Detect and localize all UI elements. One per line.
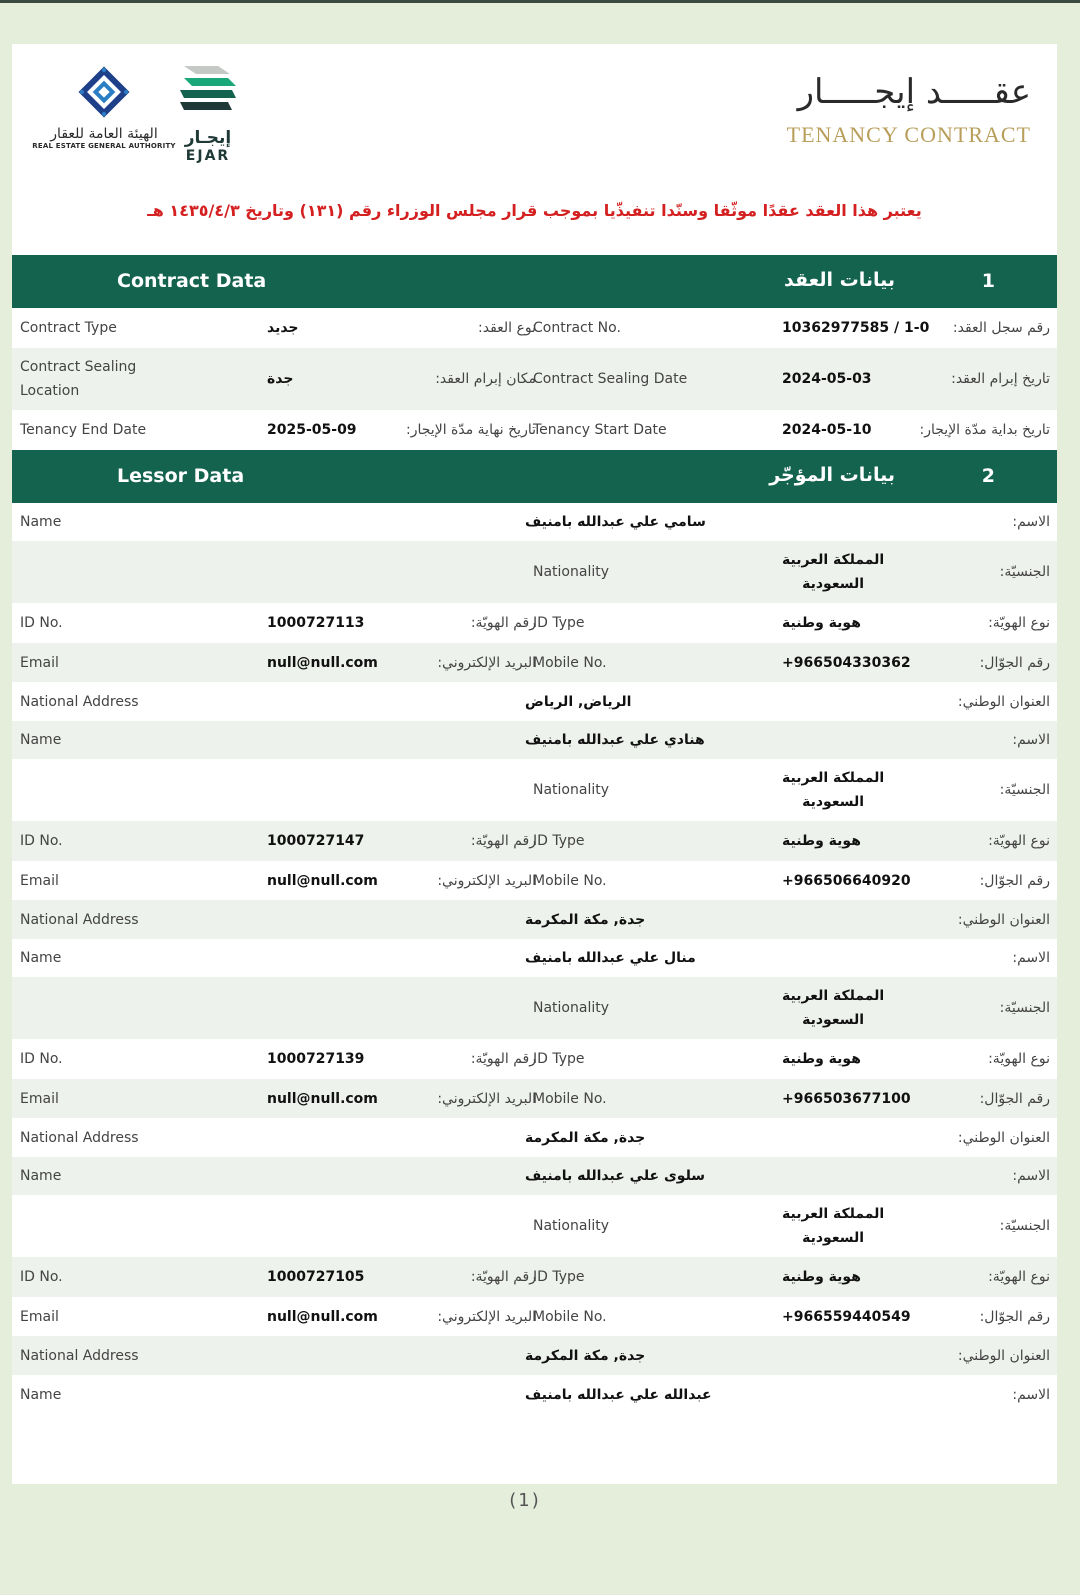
id-no-label: ID No. bbox=[20, 1269, 63, 1285]
nationality-line-2: السعودية bbox=[802, 794, 865, 810]
mobile-label-ar: رقم الجوّال: bbox=[979, 872, 1050, 889]
lessor-list bbox=[12, 503, 1057, 1415]
id-type-label: ID Type bbox=[533, 1051, 585, 1067]
address-label-ar: العنوان الوطني: bbox=[957, 693, 1050, 710]
lessor-name-value: سامي علي عبدالله بامنيف bbox=[525, 514, 706, 530]
nationality-label-ar: الجنسيّة: bbox=[999, 1000, 1050, 1016]
contract-type-label: Contract Type bbox=[20, 320, 117, 336]
nationality-line-1: المملكة العربية bbox=[782, 770, 885, 786]
nationality-line-1: المملكة العربية bbox=[782, 1206, 885, 1222]
email-label-ar: البريد الإلكتروني: bbox=[437, 654, 536, 671]
lessor-contact-row bbox=[12, 1079, 1057, 1118]
mobile-value: +966503677100 bbox=[782, 1090, 911, 1107]
ejar-logo-arabic: إيجـار bbox=[184, 128, 232, 148]
lessor-address-row bbox=[12, 900, 1057, 939]
address-value: جدة, مكة المكرمة bbox=[525, 911, 646, 928]
lessor-nationality-row bbox=[12, 977, 1057, 1039]
lessor-id-row bbox=[12, 1039, 1057, 1079]
email-label: Email bbox=[20, 654, 59, 671]
lessor-id-row bbox=[12, 603, 1057, 643]
mobile-label: Mobile No. bbox=[533, 654, 607, 671]
header bbox=[12, 44, 1057, 255]
lessor-address-row bbox=[12, 1118, 1057, 1157]
lessor-name-value: عبدالله علي عبدالله بامنيف bbox=[525, 1387, 712, 1403]
section-title-en: Contract Data bbox=[117, 270, 267, 292]
section-title-ar: بيانات المؤجّر bbox=[769, 464, 895, 486]
nationality-line-1: المملكة العربية bbox=[782, 552, 885, 568]
nationality-value bbox=[782, 984, 884, 1032]
name-label: Name bbox=[20, 950, 62, 966]
mobile-label: Mobile No. bbox=[533, 1308, 607, 1325]
ejar-logo-icon bbox=[178, 64, 238, 122]
ejar-logo-english: EJAR bbox=[185, 148, 231, 164]
id-no-label-ar: رقم الهويّة: bbox=[470, 615, 536, 631]
email-label-ar: البريد الإلكتروني: bbox=[437, 1090, 536, 1107]
id-type-label: ID Type bbox=[533, 615, 585, 631]
top-border bbox=[0, 0, 1080, 3]
address-value: جدة, مكة المكرمة bbox=[525, 1347, 646, 1364]
name-label: Name bbox=[20, 514, 62, 530]
contract-row-2 bbox=[12, 348, 1057, 410]
sealing-date-label: Contract Sealing Date bbox=[533, 371, 688, 387]
mobile-value: +966559440549 bbox=[782, 1308, 911, 1325]
nationality-label: Nationality bbox=[533, 564, 610, 580]
lessor-name-row bbox=[12, 503, 1057, 541]
rega-diamond-icon bbox=[76, 64, 132, 120]
id-no-value: 1000727105 bbox=[267, 1269, 365, 1285]
contract-page bbox=[12, 44, 1057, 1484]
mobile-label-ar: رقم الجوّال: bbox=[979, 1090, 1050, 1107]
lessor-id-row bbox=[12, 1257, 1057, 1297]
contract-type-label-ar: نوع العقد: bbox=[478, 320, 536, 336]
start-date-value: 2024-05-10 bbox=[782, 422, 872, 438]
contract-type-value: جديد bbox=[267, 320, 299, 336]
mobile-value: +966506640920 bbox=[782, 872, 911, 889]
name-label-ar: الاسم: bbox=[1012, 514, 1050, 530]
address-value: جدة, مكة المكرمة bbox=[525, 1129, 646, 1146]
nationality-label: Nationality bbox=[533, 1218, 610, 1234]
sealing-location-value: جدة bbox=[267, 371, 294, 387]
lessor-address-row bbox=[12, 682, 1057, 721]
lessor-data-header bbox=[12, 450, 1057, 503]
lessor-nationality-row bbox=[12, 759, 1057, 821]
end-date-label: Tenancy End Date bbox=[20, 422, 147, 438]
address-label-ar: العنوان الوطني: bbox=[957, 1129, 1050, 1146]
nationality-label: Nationality bbox=[533, 1000, 610, 1016]
id-no-label: ID No. bbox=[20, 615, 63, 631]
name-label-ar: الاسم: bbox=[1012, 1387, 1050, 1403]
nationality-line-1: المملكة العربية bbox=[782, 988, 885, 1004]
address-label: National Address bbox=[20, 1129, 139, 1146]
sealing-location-label: Contract Sealing Location bbox=[20, 359, 137, 399]
id-type-value: هوية وطنية bbox=[782, 615, 861, 631]
id-type-label-ar: نوع الهويّة: bbox=[988, 1269, 1050, 1285]
email-label: Email bbox=[20, 872, 59, 889]
id-no-value: 1000727113 bbox=[267, 615, 365, 631]
address-label-ar: العنوان الوطني: bbox=[957, 911, 1050, 928]
contract-no-value: 10362977585 / 1-0 bbox=[782, 320, 930, 336]
mobile-label: Mobile No. bbox=[533, 872, 607, 889]
mobile-value: +966504330362 bbox=[782, 654, 911, 671]
name-label: Name bbox=[20, 1168, 62, 1184]
id-type-label-ar: نوع الهويّة: bbox=[988, 615, 1050, 631]
email-value: null@null.com bbox=[267, 872, 378, 889]
nationality-label-ar: الجنسيّة: bbox=[999, 1218, 1050, 1234]
sealing-location-label-ar: مكان إبرام العقد: bbox=[435, 371, 536, 387]
end-date-value: 2025-05-09 bbox=[267, 422, 357, 438]
id-type-value: هوية وطنية bbox=[782, 1269, 861, 1285]
rega-logo bbox=[30, 64, 178, 150]
address-label: National Address bbox=[20, 1347, 139, 1364]
lessor-name-value: هنادي علي عبدالله بامنيف bbox=[525, 732, 705, 748]
email-label: Email bbox=[20, 1090, 59, 1107]
rega-logo-arabic: الهيئة العامة للعقار bbox=[50, 126, 158, 142]
id-no-label: ID No. bbox=[20, 1051, 63, 1067]
section-number: 2 bbox=[981, 465, 995, 487]
nationality-label-ar: الجنسيّة: bbox=[999, 782, 1050, 798]
nationality-line-2: السعودية bbox=[802, 576, 865, 592]
id-type-value: هوية وطنية bbox=[782, 1051, 861, 1067]
sealing-date-value: 2024-05-03 bbox=[782, 371, 872, 387]
contract-no-label-ar: رقم سجل العقد: bbox=[952, 320, 1050, 336]
lessor-name-row bbox=[12, 721, 1057, 759]
name-label-ar: الاسم: bbox=[1012, 950, 1050, 966]
contract-no-label: Contract No. bbox=[533, 320, 621, 336]
nationality-value bbox=[782, 766, 884, 814]
name-label: Name bbox=[20, 1387, 62, 1403]
nationality-label: Nationality bbox=[533, 782, 610, 798]
lessor-name-value: منال علي عبدالله بامنيف bbox=[525, 950, 696, 966]
address-label: National Address bbox=[20, 693, 139, 710]
rega-logo-english: REAL ESTATE GENERAL AUTHORITY bbox=[32, 142, 176, 150]
lessor-nationality-row bbox=[12, 541, 1057, 603]
ejar-logo bbox=[178, 64, 238, 164]
id-no-value: 1000727147 bbox=[267, 833, 365, 849]
lessor-name-row bbox=[12, 939, 1057, 977]
section-title-en: Lessor Data bbox=[117, 465, 245, 487]
mobile-label: Mobile No. bbox=[533, 1090, 607, 1107]
nationality-value bbox=[782, 1202, 884, 1250]
email-label-ar: البريد الإلكتروني: bbox=[437, 1308, 536, 1325]
id-type-label: ID Type bbox=[533, 1269, 585, 1285]
page-number: (1) bbox=[509, 1490, 541, 1511]
start-date-label-ar: تاريخ بداية مدّة الإيجار: bbox=[919, 422, 1050, 438]
address-label: National Address bbox=[20, 911, 139, 928]
end-date-label-ar: تاريخ نهاية مدّة الإيجار: bbox=[406, 422, 536, 438]
id-no-label-ar: رقم الهويّة: bbox=[470, 1269, 536, 1285]
mobile-label-ar: رقم الجوّال: bbox=[979, 1308, 1050, 1325]
id-no-label-ar: رقم الهويّة: bbox=[470, 833, 536, 849]
email-label-ar: البريد الإلكتروني: bbox=[437, 872, 536, 889]
nationality-value bbox=[782, 548, 884, 596]
id-no-value: 1000727139 bbox=[267, 1051, 365, 1067]
name-label-ar: الاسم: bbox=[1012, 1168, 1050, 1184]
nationality-label-ar: الجنسيّة: bbox=[999, 564, 1050, 580]
title-arabic: عقـــــد إيجـــــار bbox=[797, 72, 1031, 112]
lessor-nationality-row bbox=[12, 1195, 1057, 1257]
section-number: 1 bbox=[981, 270, 995, 292]
email-value: null@null.com bbox=[267, 1308, 378, 1325]
legal-notice: يعتبر هذا العقد عقدًا موثّقا وسنّدا تنفيذّيا بموجب قرار مجلس الوزراء رقم (١٣١) وتاريخ ١٤٣٥/٤/٣ هـ bbox=[147, 201, 922, 220]
nationality-line-2: السعودية bbox=[802, 1230, 865, 1246]
address-value: الرياض, الرياض bbox=[525, 693, 632, 710]
lessor-name-row bbox=[12, 1375, 1057, 1415]
name-label: Name bbox=[20, 732, 62, 748]
sealing-date-label-ar: تاريخ إبرام العقد: bbox=[951, 371, 1050, 387]
lessor-contact-row bbox=[12, 861, 1057, 900]
email-label: Email bbox=[20, 1308, 59, 1325]
title-english: TENANCY CONTRACT bbox=[786, 122, 1031, 147]
lessor-address-row bbox=[12, 1336, 1057, 1375]
contract-row-3 bbox=[12, 410, 1057, 450]
lessor-contact-row bbox=[12, 1297, 1057, 1336]
id-type-value: هوية وطنية bbox=[782, 833, 861, 849]
id-no-label-ar: رقم الهويّة: bbox=[470, 1051, 536, 1067]
lessor-name-row bbox=[12, 1157, 1057, 1195]
contract-row-1 bbox=[12, 308, 1057, 348]
start-date-label: Tenancy Start Date bbox=[533, 422, 667, 438]
address-label-ar: العنوان الوطني: bbox=[957, 1347, 1050, 1364]
id-type-label: ID Type bbox=[533, 833, 585, 849]
email-value: null@null.com bbox=[267, 654, 378, 671]
id-type-label-ar: نوع الهويّة: bbox=[988, 833, 1050, 849]
name-label-ar: الاسم: bbox=[1012, 732, 1050, 748]
contract-data-header bbox=[12, 255, 1057, 308]
section-title-ar: بيانات العقد bbox=[783, 269, 895, 291]
email-value: null@null.com bbox=[267, 1090, 378, 1107]
lessor-name-value: سلوى علي عبدالله بامنيف bbox=[525, 1168, 706, 1184]
nationality-line-2: السعودية bbox=[802, 1012, 865, 1028]
lessor-contact-row bbox=[12, 643, 1057, 682]
lessor-id-row bbox=[12, 821, 1057, 861]
id-no-label: ID No. bbox=[20, 833, 63, 849]
mobile-label-ar: رقم الجوّال: bbox=[979, 654, 1050, 671]
id-type-label-ar: نوع الهويّة: bbox=[988, 1051, 1050, 1067]
